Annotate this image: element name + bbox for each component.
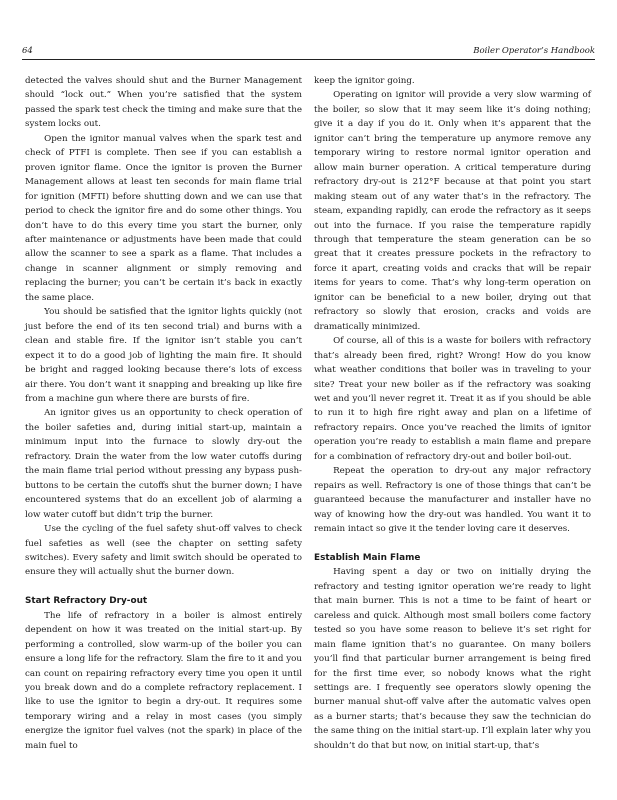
paragraph: Use the cycling of the fuel safety shut-off valves to check fuel safeties as well (see the chapter on setting safety switches). Every safety and limit switch should be operated to ensure they will actually shut the burner down. (25, 524, 302, 578)
paragraph: Open the ignitor manual valves when the spark test and check of PTFI is complete. Then see if you can establish a proven ignitor flame. Once the ignitor is proven the Burner Management allows at least ten seconds for main flame trial for ignition (MFTI) before shutting down and we can use that period to check the ignitor fire and do some other things. You don’t have to do this every time you start the burner, only after maintenance or adjustments have been made that could allow the scanner to see a spark as a flame. That includes a change in scanner alignment or simply removing and replacing the burner; you can’t be certain it’s back in exactly the same place. (25, 133, 302, 303)
paragraph: Repeat the operation to dry-out any major refractory repairs as well. Refractory is one of those things that can’t be guaranteed because the manufacturer and installer have no way of knowing how the dry-out was handled. You want it to remain intact so give it the tender loving care it deserves. (314, 466, 591, 535)
book-title: Boiler Operator’s Handbook (473, 46, 595, 56)
right-column (314, 74, 591, 753)
paragraph: An ignitor gives us an opportunity to check operation of the boiler safeties and, during initial start-up, maintain a minimum input into the furnace to slowly dry-out the refractory. Drain the water from the low water cutoffs during the main flame trial period without pressing any bypass push-buttons to be certain the cutoffs shut the burner down; I have encountered systems that do an excellent job of alarming a low water cutoff but didn’t trip the burner. (25, 408, 302, 520)
left-column (25, 74, 302, 753)
paragraph: Of course, all of this is a waste for boilers with refractory that’s already been fired, right? Wrong! How do you know what weather conditions that boiler was in traveling to your site? Treat your new boiler as if the refractory was soaking wet and you’ll never regret it. Treat it as if you should be able to run it to high fire right away and plan on a lifetime of refractory repairs. Once you’ve reached the limits of ignitor operation you’re ready to establish a main flame and prepare for a combination of refractory dry-out and boiler boil-out. (314, 336, 591, 462)
page-number: 64 (22, 46, 33, 56)
section-heading: Establish Main Flame (314, 552, 421, 563)
paragraph: detected the valves should shut and the Burner Management should “lock out.” When you’re satisfied that the system passed the spark test check the timing and make sure that the system locks out. (25, 76, 302, 130)
paragraph: Operating on ignitor will provide a very slow warming of the boiler, so slow that it may seem like it’s doing nothing; give it a day if you do it. Only when it’s apparent that the ignitor can’t bring the temperature up anymore remove any temporary wiring to restore normal ignitor operation and allow main burner operation. A critical temperature during refractory dry-out is 212°F because at that point you start making steam out of any water that’s in the refractory. The steam, expanding rapidly, can erode the refractory as it seeps out into the furnace. If you raise the temperature rapidly through that temperature the steam generation can be so great that it creates pressure pockets in the refractory to force it apart, creating voids and cracks that will be repair items for years to come. That’s why long-term operation on ignitor can be beneficial to a new boiler, drying out that refractory so slowly that erosion, cracks and voids are dramatically minimized. (314, 90, 591, 332)
paragraph: The life of refractory in a boiler is almost entirely dependent on how it was treated on the initial start-up. By performing a controlled, slow warm-up of the boiler you can ensure a long life for the refractory. Slam the fire to it and you can count on repairing refractory every time you open it until you break down and do a complete refractory replacement. I like to use the ignitor to begin a dry-out. It requires some temporary wiring and a relay in most cases (you simply energize the ignitor fuel valves (not the spark) in place of the main fuel to (25, 610, 302, 751)
section-spacer (314, 537, 591, 551)
section-spacer (25, 580, 302, 594)
paragraph: keep the ignitor going. (314, 76, 415, 86)
paragraph: Having spent a day or two on initially drying the refractory and testing ignitor operation we’re ready to light that main burner. This is not a time to be faint of heart or careless and quick. Although most small boilers come factory tested so you have some reason to believe it’s set right for main flame ignition that’s no guarantee. On many boilers you’ll find that particular burner arrangement is being fired for the first time ever, so nobody knows what the right settings are. I frequently see operators slowly opening the burner manual shut-off valve after the automatic valves open as a burner starts; that’s because they saw the technician do the same thing on the initial start-up. I’ll explain later why you shouldn’t do that but now, on initial start-up, that’s (314, 567, 591, 751)
paragraph: You should be satisfied that the ignitor lights quickly (not just before the end of its ten second trial) and burns with a clean and stable fire. If the ignitor isn’t stable you can’t expect it to do a good job of lighting the main fire. It should be bright and ragged looking because there’s lots of excess air there. You don’t want it snapping and breaking up like fire from a machine gun where there are bursts of fire. (25, 307, 302, 404)
section-heading: Start Refractory Dry-out (25, 596, 148, 607)
header-rule (22, 59, 595, 60)
